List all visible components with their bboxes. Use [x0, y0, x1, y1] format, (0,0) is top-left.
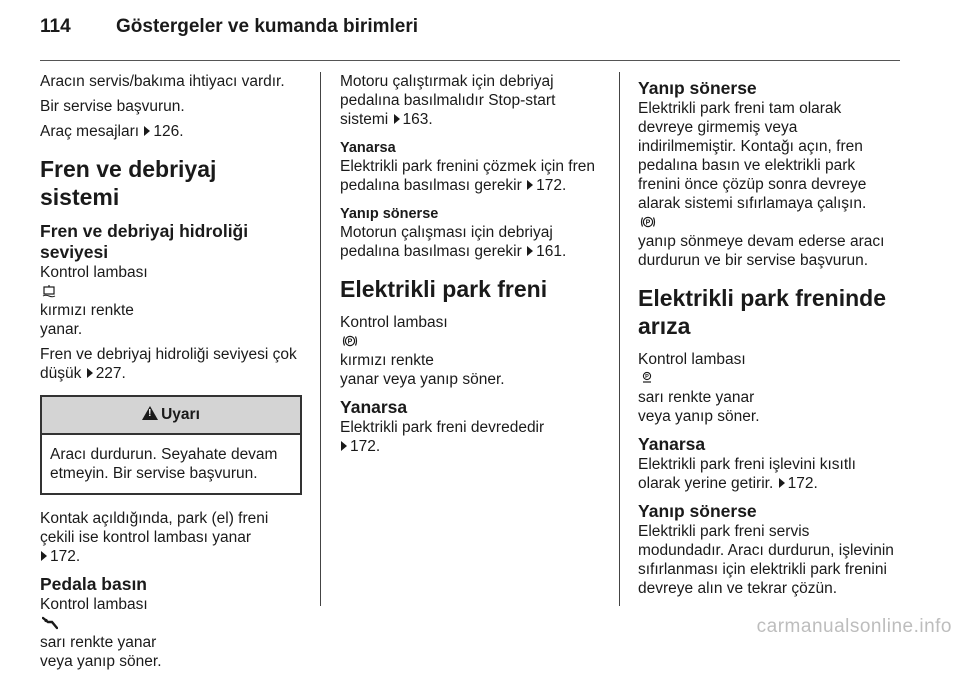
- paragraph-text: sarı renkte yanar veya yanıp söner.: [638, 389, 760, 425]
- warning-title: Uyarı: [161, 406, 200, 423]
- reference-arrow-icon: [394, 114, 400, 124]
- paragraph-text: Araç mesajları: [40, 123, 140, 140]
- paragraph: [40, 122, 302, 141]
- page-header: [40, 14, 920, 54]
- column-divider: [619, 72, 620, 606]
- subsection-heading: Yanıp sönerse: [638, 501, 757, 521]
- warning-triangle-icon: [142, 406, 158, 420]
- subsection-heading: Yanarsa: [340, 397, 408, 417]
- header-rule: [40, 60, 900, 61]
- paragraph: [340, 157, 604, 195]
- paragraph-text: kırmızı renkte yanar veya yanıp söner.: [340, 352, 505, 388]
- column-1: [40, 72, 302, 677]
- reference-arrow-icon: [144, 126, 150, 136]
- page-reference[interactable]: 163.: [402, 111, 433, 128]
- warning-box: [40, 395, 302, 495]
- paragraph: [638, 455, 906, 493]
- reference-arrow-icon: [87, 368, 93, 378]
- paragraph-text: Elektrikli park frenini çözmek için fren pedalına basılması gerekir: [340, 158, 595, 194]
- watermark: carmanualsonline.info: [756, 616, 952, 637]
- paragraph-text: Elektrikli park freni devrededir: [340, 419, 545, 436]
- paragraph: Elektrikli park freni servis modundadır. Aracı durdurun, işlevinin sıfırlanması için elektrikli park frenini devreye alın ve tekrar çözün.: [638, 523, 894, 597]
- page-title: Göstergeler ve kumanda birimleri: [116, 16, 419, 37]
- reference-arrow-icon: [779, 478, 785, 488]
- warning-header: [42, 397, 300, 435]
- section-heading: Elektrikli park freni: [340, 276, 548, 302]
- svg-text:P: P: [645, 374, 649, 381]
- paragraph: [340, 223, 604, 261]
- page-number: 114: [40, 16, 71, 37]
- reference-arrow-icon: [527, 180, 533, 190]
- page-reference[interactable]: 126.: [153, 123, 184, 140]
- section-heading: Elektrikli park freninde arıza: [638, 285, 886, 339]
- paragraph-text: Elektrikli park freni işlevini kısıtlı olarak yerine getirir.: [638, 456, 856, 492]
- svg-text:P: P: [645, 219, 651, 227]
- brake-fluid-warning-icon: [42, 284, 56, 298]
- subsection-heading: Fren ve debriyaj hidroliği seviyesi: [40, 221, 249, 262]
- paragraph-text: Kontrol lambası: [40, 596, 148, 613]
- paragraph: [40, 263, 302, 339]
- reference-arrow-icon: [41, 551, 47, 561]
- paragraph-text: Motoru çalıştırmak için debriyaj pedalına basılmalıdır Stop-start sistemi: [340, 73, 556, 128]
- paragraph: Aracın servis/bakıma ihtiyacı vardır.: [40, 73, 285, 90]
- paragraph: [340, 418, 604, 456]
- paragraph-text: Kontrol lambası: [40, 264, 148, 281]
- paragraph: [638, 350, 906, 426]
- paragraph-text: Fren ve debriyaj hidroliği seviyesi çok düşük: [40, 346, 297, 382]
- paragraph: [40, 595, 302, 671]
- subsection-heading: Pedala basın: [40, 574, 147, 594]
- svg-text:P: P: [347, 338, 353, 346]
- paragraph-text: kırmızı renkte yanar.: [40, 302, 134, 338]
- paragraph-text: Kontak açıldığında, park (el) freni çekili ise kontrol lambası yanar: [40, 510, 269, 546]
- warning-body: Aracı durdurun. Seyahate devam etmeyin. Bir servise başvurun.: [50, 446, 278, 482]
- column-divider: [320, 72, 321, 606]
- paragraph: [40, 345, 302, 383]
- paragraph-text: Kontrol lambası: [340, 314, 448, 331]
- park-brake-fault-icon: [640, 371, 654, 385]
- section-heading: Fren ve debriyaj sistemi: [40, 156, 217, 210]
- page-reference[interactable]: 172.: [350, 438, 381, 455]
- subsection-heading: Yanıp sönerse: [340, 206, 439, 222]
- paragraph: [340, 72, 604, 129]
- paragraph-text: yanıp sönmeye devam ederse aracı durdurun ve bir servise başvurun.: [638, 233, 885, 269]
- paragraph-text: Motorun çalışması için debriyaj pedalına basılması gerekir: [340, 224, 553, 260]
- subsection-heading: Yanarsa: [340, 140, 396, 156]
- column-2: [340, 72, 604, 462]
- page-reference[interactable]: 227.: [95, 365, 126, 382]
- page-reference[interactable]: 161.: [536, 243, 567, 260]
- clutch-pedal-icon: [42, 616, 58, 630]
- paragraph: [340, 313, 604, 389]
- paragraph-text: Elektrikli park freni tam olarak devreye girmemiş veya indirilmemiştir. Kontağı açın, fren pedalına basın ve elektrikli park frenini önce çözüp sonra devreye alarak sistemi sıfırlamaya çalışın.: [638, 100, 867, 212]
- paragraph: [638, 99, 906, 270]
- paragraph: [40, 509, 302, 566]
- page-reference[interactable]: 172.: [787, 475, 818, 492]
- page-reference[interactable]: 172.: [50, 548, 81, 565]
- page-reference[interactable]: 172.: [536, 177, 567, 194]
- subsection-heading: Yanarsa: [638, 434, 706, 454]
- reference-arrow-icon: [341, 441, 347, 451]
- paragraph-text: Kontrol lambası: [638, 351, 746, 368]
- column-3: [638, 72, 906, 604]
- subsection-heading: Yanıp sönerse: [638, 78, 757, 98]
- park-brake-icon: [342, 334, 358, 348]
- reference-arrow-icon: [527, 246, 533, 256]
- paragraph-text: sarı renkte yanar veya yanıp söner.: [40, 634, 162, 670]
- paragraph: Bir servise başvurun.: [40, 98, 185, 115]
- park-brake-icon: [640, 215, 656, 229]
